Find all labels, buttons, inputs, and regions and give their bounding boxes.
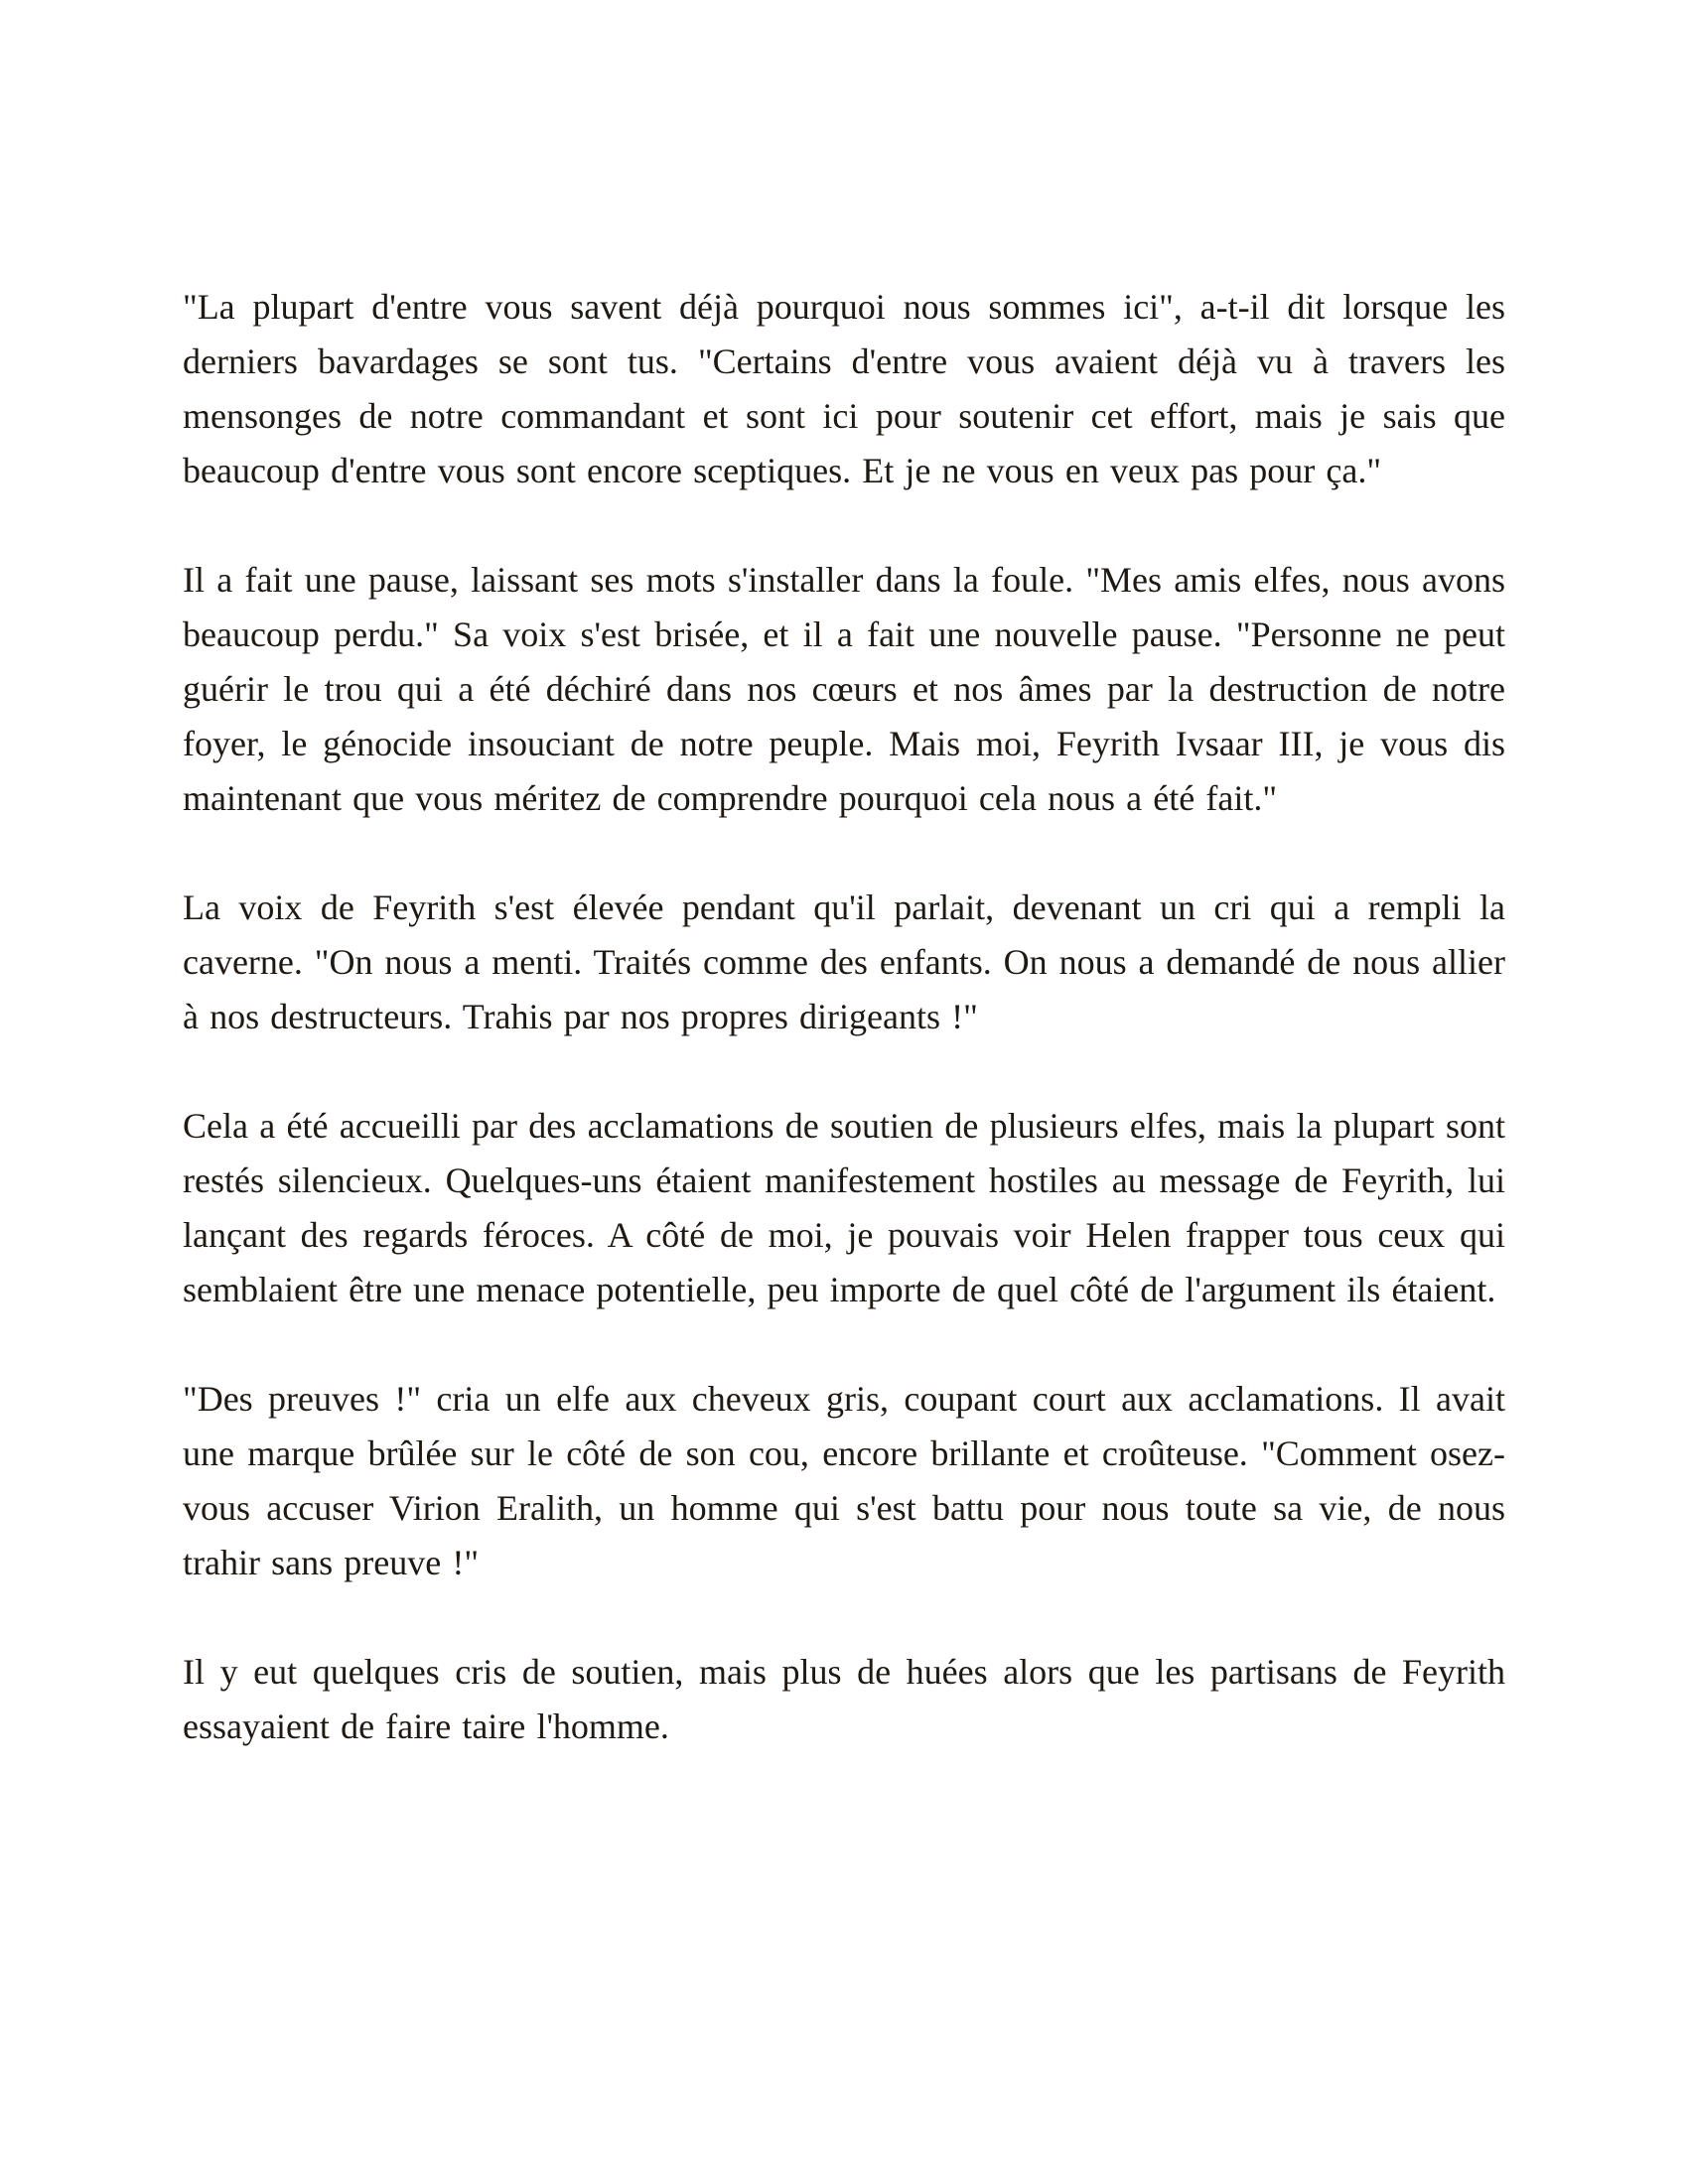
paragraph-4: Cela a été accueilli par des acclamations de soutien de plusieurs elfes, mais la plupart sont restés silencieux. Quelques-uns étaient manifestement hostiles au message de Feyrith, lui lançant des regards féroces. A côté de moi, je pouvais voir Helen frapper tous ceux qui semblaient être une menace potentielle, peu importe de quel côté de l'argument ils étaient. [183,1106,1505,1309]
paragraph-1: "La plupart d'entre vous savent déjà pourquoi nous sommes ici", a-t-il dit lorsque les derniers bavardages se sont tus. "Certains d'entre vous avaient déjà vu à travers les mensonges de notre commandant et sont ici pour soutenir cet effort, mais je sais que beaucoup d'entre vous sont encore sceptiques. Et je ne vous en veux pas pour ça." [183,287,1505,490]
story-text [183,280,1505,1754]
paragraph-6: Il y eut quelques cris de soutien, mais plus de huées alors que les partisans de Feyrith essayaient de faire taire l'homme. [183,1652,1505,1746]
paragraph-2: Il a fait une pause, laissant ses mots s'installer dans la foule. "Mes amis elfes, nous avons beaucoup perdu." Sa voix s'est brisée, et il a fait une nouvelle pause. "Personne ne peut guérir le trou qui a été déchiré dans nos cœurs et nos âmes par la destruction de notre foyer, le génocide insouciant de notre peuple. Mais moi, Feyrith Ivsaar III, je vous dis maintenant que vous méritez de comprendre pourquoi cela nous a été fait." [183,560,1505,818]
paragraph-3: La voix de Feyrith s'est élevée pendant qu'il parlait, devenant un cri qui a rempli la caverne. "On nous a menti. Traités comme des enfants. On nous a demandé de nous allier à nos destructeurs. Trahis par nos propres dirigeants !" [183,887,1505,1036]
paragraph-5: "Des preuves !" cria un elfe aux cheveux gris, coupant court aux acclamations. Il avait une marque brûlée sur le côté de son cou, encore brillante et croûteuse. "Comment osez-vous accuser Virion Eralith, un homme qui s'est battu pour nous toute sa vie, de nous trahir sans preuve !" [183,1379,1505,1582]
